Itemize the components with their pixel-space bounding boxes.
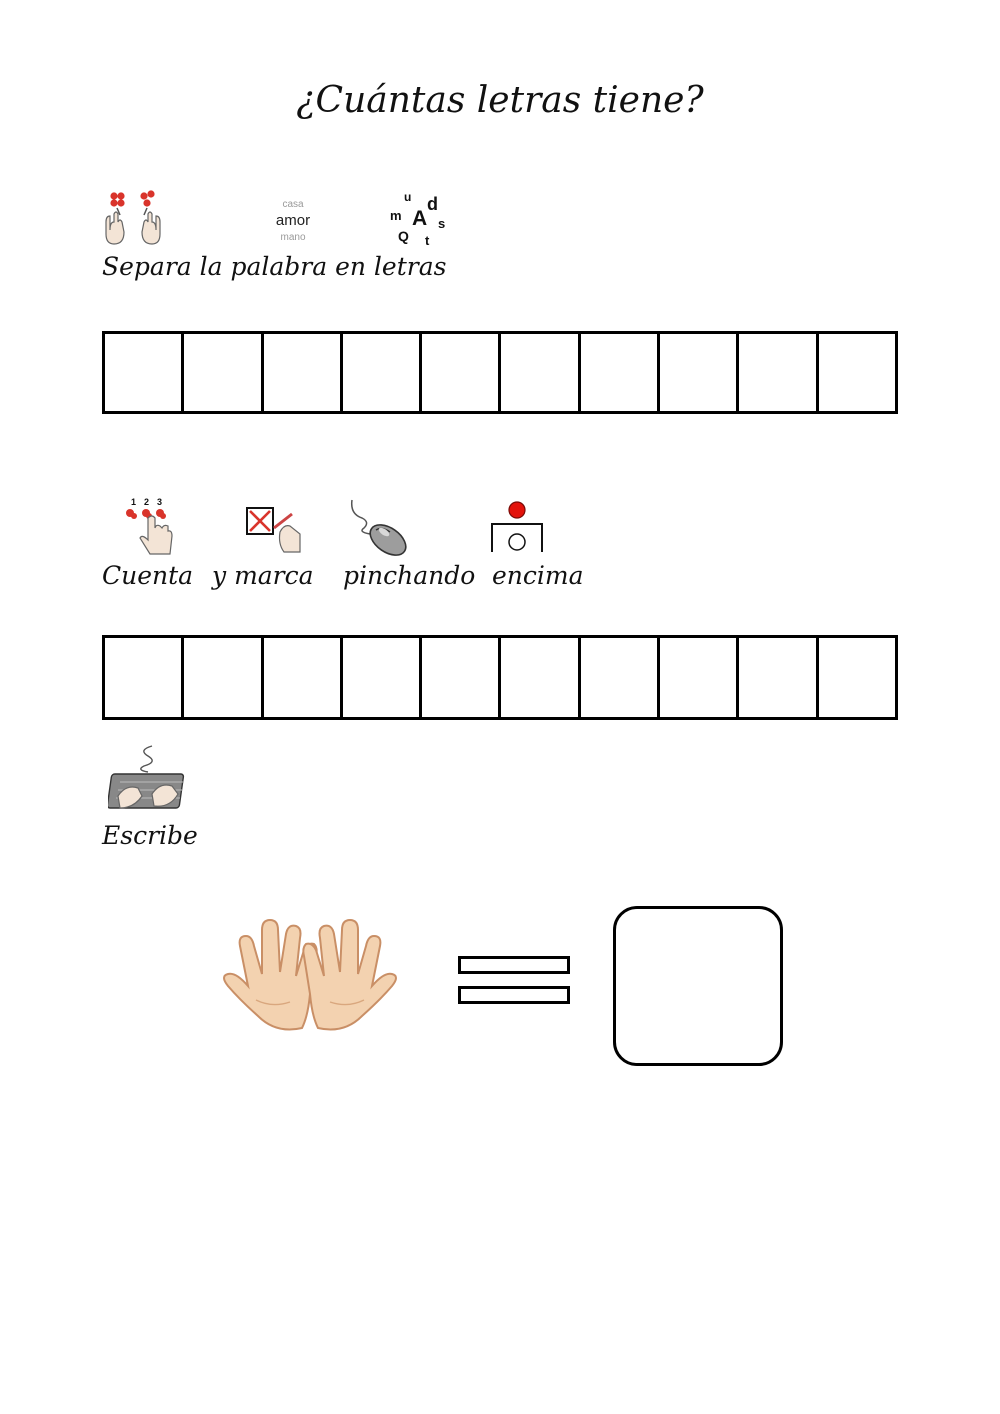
scattered-letters-icon bbox=[386, 188, 452, 250]
count-number-1: 1 bbox=[131, 497, 137, 507]
letter-s: s bbox=[438, 216, 446, 231]
answer-box[interactable] bbox=[613, 906, 783, 1066]
worksheet-title: ¿Cuántas letras tiene? bbox=[296, 80, 704, 121]
equals-sign-bottom-bar bbox=[458, 986, 570, 1004]
letter-cell[interactable] bbox=[660, 334, 739, 411]
separate-caption: Separa la palabra en letras bbox=[102, 252, 447, 281]
word-top: casa bbox=[282, 199, 304, 210]
letter-grid-2 bbox=[102, 635, 898, 720]
letter-cell[interactable] bbox=[501, 334, 580, 411]
on-top-caption: encima bbox=[492, 561, 584, 590]
word-main: amor bbox=[275, 212, 311, 229]
count-number-3: 3 bbox=[157, 497, 163, 507]
count-cell[interactable] bbox=[739, 638, 818, 717]
word-bottom: mano bbox=[280, 232, 306, 243]
letter-cell[interactable] bbox=[422, 334, 501, 411]
click-caption: pinchando bbox=[343, 561, 476, 590]
count-cell[interactable] bbox=[660, 638, 739, 717]
letter-t: t bbox=[425, 233, 430, 248]
count-cell[interactable] bbox=[819, 638, 895, 717]
equals-sign-top-bar bbox=[458, 956, 570, 974]
letter-Q: Q bbox=[398, 228, 409, 244]
letter-cell[interactable] bbox=[343, 334, 422, 411]
mouse-click-icon bbox=[348, 496, 412, 558]
ten-fingers-hands-icon bbox=[206, 916, 414, 1038]
letter-cell[interactable] bbox=[819, 334, 895, 411]
mark-with-pen-icon bbox=[244, 504, 304, 556]
letter-cell[interactable] bbox=[105, 334, 184, 411]
on-top-icon bbox=[488, 498, 546, 556]
mark-caption: y marca bbox=[212, 561, 314, 590]
count-cell[interactable] bbox=[264, 638, 343, 717]
letter-d: d bbox=[427, 194, 438, 214]
letter-A: A bbox=[412, 207, 428, 230]
count-caption: Cuenta bbox=[102, 561, 194, 590]
letter-cell[interactable] bbox=[184, 334, 263, 411]
count-number-2: 2 bbox=[144, 497, 150, 507]
count-cell[interactable] bbox=[184, 638, 263, 717]
keyboard-typing-icon bbox=[108, 744, 192, 814]
count-cell[interactable] bbox=[343, 638, 422, 717]
count-hand-icon bbox=[120, 496, 178, 558]
count-cell[interactable] bbox=[581, 638, 660, 717]
count-cell[interactable] bbox=[422, 638, 501, 717]
letter-grid-1 bbox=[102, 331, 898, 414]
letter-cell[interactable] bbox=[581, 334, 660, 411]
separate-hands-icon bbox=[100, 188, 166, 248]
count-cell[interactable] bbox=[501, 638, 580, 717]
letter-m: m bbox=[390, 208, 402, 223]
word-list-icon bbox=[262, 198, 324, 244]
count-cell[interactable] bbox=[105, 638, 184, 717]
letter-cell[interactable] bbox=[739, 334, 818, 411]
letter-cell[interactable] bbox=[264, 334, 343, 411]
letter-u: u bbox=[404, 190, 412, 204]
write-caption: Escribe bbox=[102, 821, 198, 850]
